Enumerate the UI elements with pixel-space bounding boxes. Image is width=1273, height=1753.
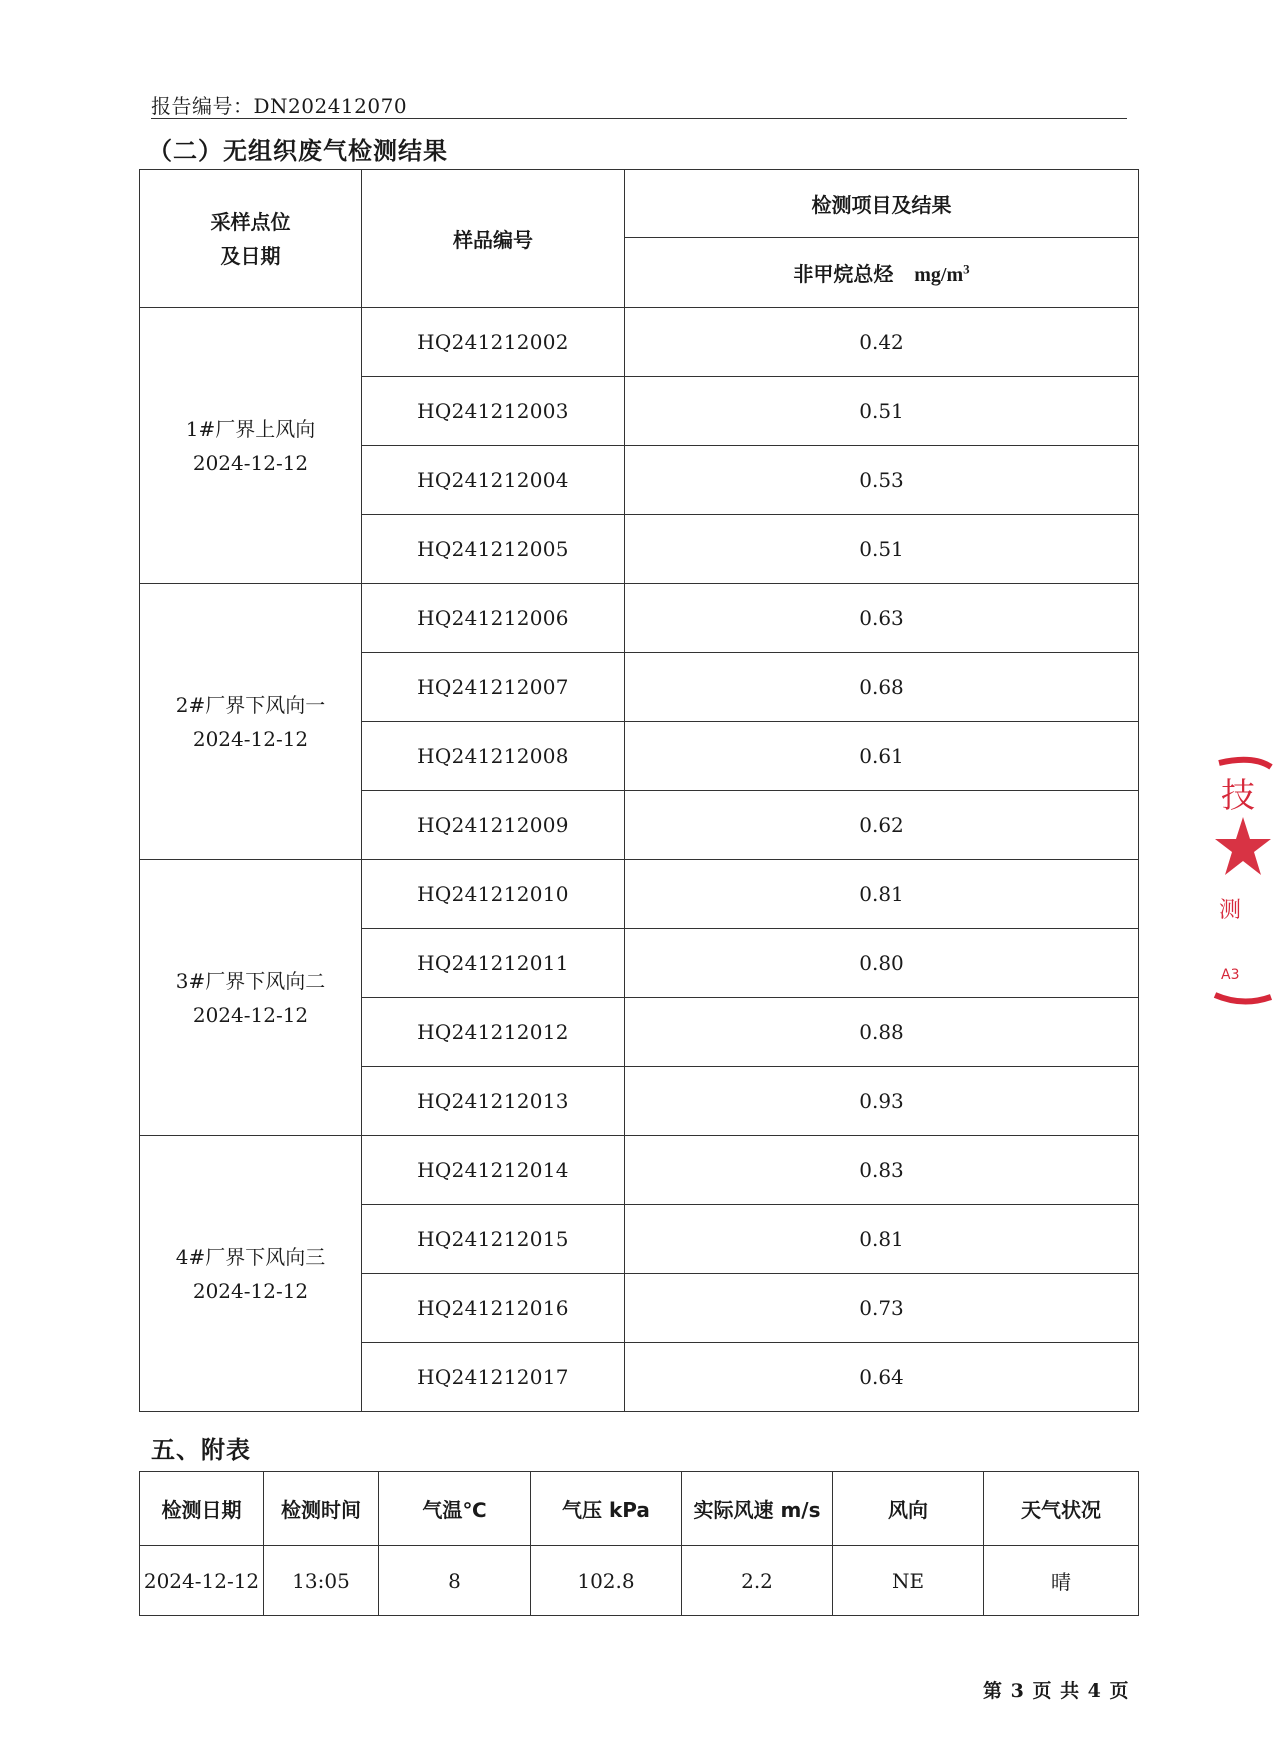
svg-text:测: 测: [1219, 898, 1242, 923]
site-date: 2024-12-12: [192, 726, 309, 751]
result-value-cell: 0.93: [625, 1067, 1139, 1136]
appendix-header-cell: 检测时间: [264, 1472, 379, 1546]
result-value-cell: 0.61: [625, 722, 1139, 791]
result-value-cell: 0.64: [625, 1343, 1139, 1412]
header-divider: [151, 118, 1127, 119]
result-value-cell: 0.62: [625, 791, 1139, 860]
appendix-cell-pressure: 102.8: [531, 1546, 682, 1616]
appendix-title: 五、附表: [151, 1435, 251, 1464]
site-date: 2024-12-12: [192, 450, 309, 475]
appendix-header-row: [140, 1472, 1139, 1546]
table-row: [140, 860, 1139, 929]
sample-number-cell: HQ241212002: [362, 308, 625, 377]
result-value-cell: 0.83: [625, 1136, 1139, 1205]
result-value-cell: 0.73: [625, 1274, 1139, 1343]
site-date-cell: [140, 1136, 362, 1412]
red-seal-stamp: [1213, 757, 1255, 1007]
sample-number-cell: HQ241212004: [362, 446, 625, 515]
appendix-cell-date: 2024-12-12: [140, 1546, 264, 1616]
result-value-cell: 0.80: [625, 929, 1139, 998]
parameter-unit-sup: 3: [963, 261, 970, 277]
sample-number-cell: HQ241212015: [362, 1205, 625, 1274]
sample-number-cell: HQ241212016: [362, 1274, 625, 1343]
appendix-table: [139, 1471, 1139, 1616]
table-row: [140, 1136, 1139, 1205]
parameter-name: 非甲烷总烃: [793, 262, 894, 286]
appendix-cell-time: 13:05: [264, 1546, 379, 1616]
sample-number-cell: HQ241212003: [362, 377, 625, 446]
result-value-cell: 0.63: [625, 584, 1139, 653]
sample-number-cell: HQ241212009: [362, 791, 625, 860]
result-value-cell: 0.68: [625, 653, 1139, 722]
report-number: 报告编号：DN202412070: [151, 94, 408, 118]
site-name: 2#厂界下风向一: [175, 692, 326, 717]
result-value-cell: 0.51: [625, 515, 1139, 584]
appendix-data-row: [140, 1546, 1139, 1616]
appendix-header-cell: 检测日期: [140, 1472, 264, 1546]
sample-number-cell: HQ241212006: [362, 584, 625, 653]
appendix-cell-wind-speed: 2.2: [682, 1546, 833, 1616]
section-title: （二）无组织废气检测结果: [148, 136, 448, 165]
sample-number-cell: HQ241212010: [362, 860, 625, 929]
sample-number-cell: HQ241212005: [362, 515, 625, 584]
site-date: 2024-12-12: [192, 1278, 309, 1303]
result-value-cell: 0.42: [625, 308, 1139, 377]
site-name: 4#厂界下风向三: [175, 1244, 326, 1269]
sample-number-cell: HQ241212011: [362, 929, 625, 998]
site-date-cell: [140, 308, 362, 584]
appendix-cell-weather: 晴: [984, 1546, 1139, 1616]
result-value-cell: 0.81: [625, 1205, 1139, 1274]
appendix-cell-wind-direction: NE: [833, 1546, 984, 1616]
results-table: [139, 169, 1139, 1412]
svg-text:技: 技: [1221, 776, 1255, 816]
result-value-cell: 0.81: [625, 860, 1139, 929]
sample-number-cell: HQ241212008: [362, 722, 625, 791]
site-name: 3#厂界下风向二: [175, 968, 326, 993]
sample-number-cell: HQ241212007: [362, 653, 625, 722]
appendix-header-cell: 风向: [833, 1472, 984, 1546]
site-name: 1#厂界上风向: [185, 416, 316, 441]
site-date-cell: [140, 584, 362, 860]
header-site-date: [140, 170, 362, 308]
header-parameter: [625, 238, 1139, 308]
table-row: [140, 584, 1139, 653]
appendix-cell-temperature: 8: [379, 1546, 531, 1616]
page-footer: 第 3 页 共 4 页: [983, 1680, 1130, 1702]
sample-number-cell: HQ241212012: [362, 998, 625, 1067]
result-value-cell: 0.51: [625, 377, 1139, 446]
header-site-line1: 采样点位: [210, 209, 291, 234]
header-test-items: 检测项目及结果: [625, 170, 1139, 238]
sample-number-cell: HQ241212013: [362, 1067, 625, 1136]
site-date-cell: [140, 860, 362, 1136]
svg-text:A3: A3: [1221, 967, 1240, 983]
appendix-header-cell: 实际风速 m/s: [682, 1472, 833, 1546]
appendix-header-cell: 天气状况: [984, 1472, 1139, 1546]
site-date: 2024-12-12: [192, 1002, 309, 1027]
sample-number-cell: HQ241212017: [362, 1343, 625, 1412]
results-body: [140, 308, 1139, 1412]
result-value-cell: 0.88: [625, 998, 1139, 1067]
sample-number-cell: HQ241212014: [362, 1136, 625, 1205]
appendix-header-cell: 气温℃: [379, 1472, 531, 1546]
result-value-cell: 0.53: [625, 446, 1139, 515]
parameter-unit: mg/m: [914, 264, 964, 286]
header-sample-no: 样品编号: [362, 170, 625, 308]
table-row: [140, 308, 1139, 377]
appendix-header-cell: 气压 kPa: [531, 1472, 682, 1546]
header-site-line2: 及日期: [220, 243, 281, 268]
